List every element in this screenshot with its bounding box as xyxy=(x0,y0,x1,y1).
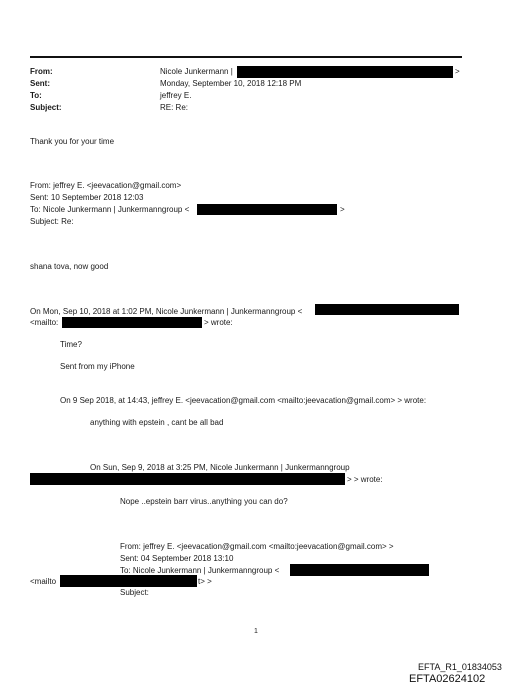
subject-value: RE: Re: xyxy=(160,103,189,112)
sent-label: Sent: xyxy=(30,79,50,88)
quote-wrote-2: > > wrote: xyxy=(347,475,383,484)
quoted-from-1: From: jeffrey E. <jeevacation@gmail.com> xyxy=(30,181,182,190)
sent-value: Monday, September 10, 2018 12:18 PM xyxy=(160,79,302,88)
header-rule xyxy=(30,56,462,58)
to-label: To: xyxy=(30,91,42,100)
message-text: Nope ..epstein barr virus..anything you can do? xyxy=(120,497,288,506)
from-label: From: xyxy=(30,67,53,76)
quote-wrote-1: > wrote: xyxy=(204,318,233,327)
message-text: Time? xyxy=(60,340,82,349)
redaction-box xyxy=(30,473,345,485)
quote-mailto-1: <mailto: xyxy=(30,318,59,327)
message-text: Sent from my iPhone xyxy=(60,362,135,371)
redaction-box xyxy=(62,317,202,328)
subject-label: Subject: xyxy=(30,103,62,112)
quote-header-9sep: On 9 Sep 2018, at 14:43, jeffrey E. <jeevacation@gmail.com <mailto:jeevacation@gmail.com> > wrote: xyxy=(60,396,427,405)
quote-header-mon: On Mon, Sep 10, 2018 at 1:02 PM, Nicole Junkermann | Junkermanngroup < xyxy=(30,307,303,316)
footer-reference-1: EFTA_R1_01834053 xyxy=(418,662,502,672)
footer-reference-2: EFTA02624102 xyxy=(409,673,486,685)
quoted-subject-2: Subject: xyxy=(120,588,149,597)
quoted-to-1-tail: > xyxy=(340,205,345,214)
quote-mailto-2-tail: t> > xyxy=(198,577,212,586)
redaction-box xyxy=(315,304,459,315)
message-text: shana tova, now good xyxy=(30,262,109,271)
quote-header-sun: On Sun, Sep 9, 2018 at 3:25 PM, Nicole Junkermann | Junkermanngroup xyxy=(90,463,350,472)
quoted-from-2: From: jeffrey E. <jeevacation@gmail.com <mailto:jeevacation@gmail.com> > xyxy=(120,542,394,551)
redaction-box xyxy=(60,575,197,587)
redaction-box xyxy=(197,204,337,215)
from-value-tail: > xyxy=(455,67,460,76)
from-value: Nicole Junkermann | xyxy=(160,67,233,76)
message-text: anything with epstein , cant be all bad xyxy=(90,418,224,427)
quoted-sent-1: Sent: 10 September 2018 12:03 xyxy=(30,193,144,202)
reply-text: Thank you for your time xyxy=(30,137,115,146)
page-number: 1 xyxy=(254,628,258,635)
redaction-box xyxy=(290,564,429,576)
quoted-to-1: To: Nicole Junkermann | Junkermanngroup < xyxy=(30,205,190,214)
redaction-box xyxy=(237,66,453,78)
quoted-to-2: To: Nicole Junkermann | Junkermanngroup < xyxy=(120,566,280,575)
quoted-subject-1: Subject: Re: xyxy=(30,217,74,226)
to-value: jeffrey E. xyxy=(160,91,192,100)
quoted-sent-2: Sent: 04 September 2018 13:10 xyxy=(120,554,234,563)
quote-mailto-2: <mailto xyxy=(30,577,57,586)
